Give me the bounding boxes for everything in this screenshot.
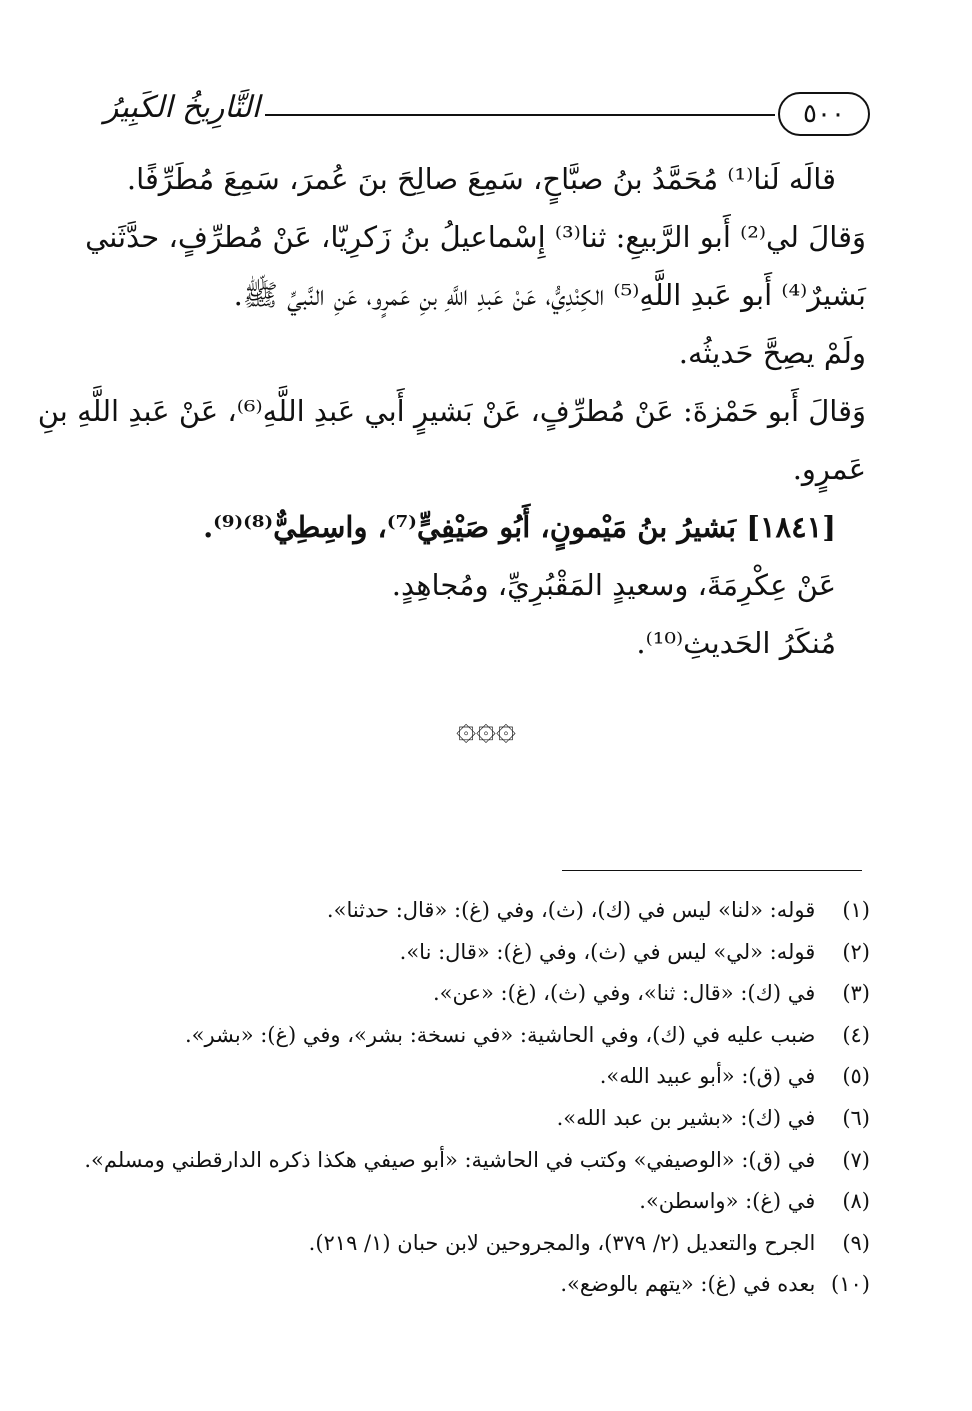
footnote-text: قوله: «لنا» ليس في (ك)، (ث)، وفي (غ): «قال: حدثنا». bbox=[326, 898, 816, 922]
footnote-text: في (ك): «قال: ثنا»، وفي (ث)، (غ): «عن». bbox=[432, 981, 816, 1006]
footnote-10 bbox=[100, 1264, 870, 1306]
main-text bbox=[37, 150, 866, 672]
footnote-number: (٨) bbox=[842, 1189, 870, 1214]
footnote-8 bbox=[100, 1181, 870, 1223]
text-line-4: ولَمْ يصِحَّ حَديثُه. bbox=[678, 336, 866, 370]
text-line-1: قالَه لَنا⁽¹⁾ مُحَمَّدُ بنُ صبَّاحٍ، سَمِعَ صالِحَ بنَ عُمرَ، سَمِعَ مُطَرِّفًا. bbox=[126, 162, 836, 196]
book-title: التَّارِيخُ الكَبِيرُ bbox=[103, 90, 260, 125]
entry-line-1: عَنْ عِكْرِمَةَ، وسعيدٍ المَقْبُرِيِّ، ومُجاهِدٍ. bbox=[391, 568, 836, 602]
footnote-1 bbox=[100, 890, 870, 932]
footnote-number: (٣) bbox=[842, 981, 870, 1006]
footnote-5 bbox=[100, 1056, 870, 1098]
footnote-number: (٢) bbox=[842, 939, 870, 964]
footnote-text: في (ق): «الوصيفي» وكتب في الحاشية: «أبو صيفي هكذا ذكره الدارقطني ومسلم». bbox=[84, 1147, 816, 1172]
footnote-number: (١٠) bbox=[831, 1272, 870, 1297]
footnote-text: ضبب عليه في (ك)، وفي الحاشية: «في نسخة: بشر»، وفي (غ): «بشر». bbox=[185, 1022, 816, 1047]
page-header bbox=[103, 88, 870, 144]
text-line-3: بَشيرٌ⁽⁴⁾ أَبو عَبدِ اللَّهِ⁽⁵⁾ الكِنْدِيُّ، عَنْ عَبدِ اللَّهِ بنِ عَمرٍو، عَنِ النَّبيِّ ﷺ. bbox=[233, 278, 866, 312]
text-line-2: وَقالَ لي⁽²⁾ أَبو الرَّبيعِ: ثنا⁽³⁾ إِسْماعيلُ بنُ زَكرِيّا، عَنْ مُطرِّفٍ، حدَّثَني bbox=[85, 220, 866, 254]
footnote-9 bbox=[100, 1223, 870, 1265]
footnote-number: (٧) bbox=[842, 1147, 870, 1172]
footnote-text: قوله: «لي» ليس في (ث)، وفي (غ): «قال: نا». bbox=[399, 939, 816, 964]
page-number: ٥٠٠ bbox=[803, 99, 845, 129]
footnote-rule bbox=[562, 870, 862, 871]
footnote-2 bbox=[100, 932, 870, 974]
footnote-number: (٦) bbox=[842, 1105, 870, 1130]
footnote-text: الجرح والتعديل (٢/ ٣٧٩)، والمجروحين لابن حبان (١/ ٢١٩). bbox=[308, 1230, 816, 1255]
footnote-text: في (ق): «أبو عبيد الله». bbox=[599, 1064, 816, 1089]
footnote-text: في (غ): «واسطن». bbox=[639, 1189, 816, 1214]
footnote-6 bbox=[100, 1098, 870, 1140]
footnote-3 bbox=[100, 973, 870, 1015]
footnote-number: (٤) bbox=[842, 1022, 870, 1047]
text-line-5: وَقالَ أَبو حَمْزةَ: عَنْ مُطرِّفٍ، عَنْ بَشيرٍ أَبي عَبدِ اللَّهِ⁽⁶⁾، عَنْ عَبدِ اللَّهِ بنِ bbox=[37, 394, 866, 428]
footnote-number: (٩) bbox=[842, 1230, 870, 1255]
page-number-badge bbox=[778, 92, 870, 136]
ornament-divider: ۞۞۞ bbox=[456, 708, 516, 748]
entry-heading: [١٨٤١] بَشيرُ بنُ مَيْمونٍ، أَبُو صَيْفِيٍّ⁽⁷⁾، واسِطِيٌّ⁽⁸⁾⁽⁹⁾. bbox=[203, 510, 836, 544]
footnote-number: (١) bbox=[842, 898, 870, 922]
footnote-number: (٥) bbox=[842, 1064, 870, 1089]
footnote-4 bbox=[100, 1015, 870, 1057]
header-rule bbox=[265, 114, 775, 116]
footnote-7 bbox=[84, 1140, 870, 1182]
footnote-text: في (ك): «بشير بن عبد الله». bbox=[556, 1105, 816, 1130]
footnote-text: بعده في (غ): «يتهم بالوضع». bbox=[560, 1272, 816, 1297]
text-line-6: عَمرٍو. bbox=[792, 452, 866, 486]
entry-line-2: مُنكَرُ الحَديثِ⁽¹⁰⁾. bbox=[636, 626, 836, 660]
footnotes bbox=[84, 890, 870, 1306]
